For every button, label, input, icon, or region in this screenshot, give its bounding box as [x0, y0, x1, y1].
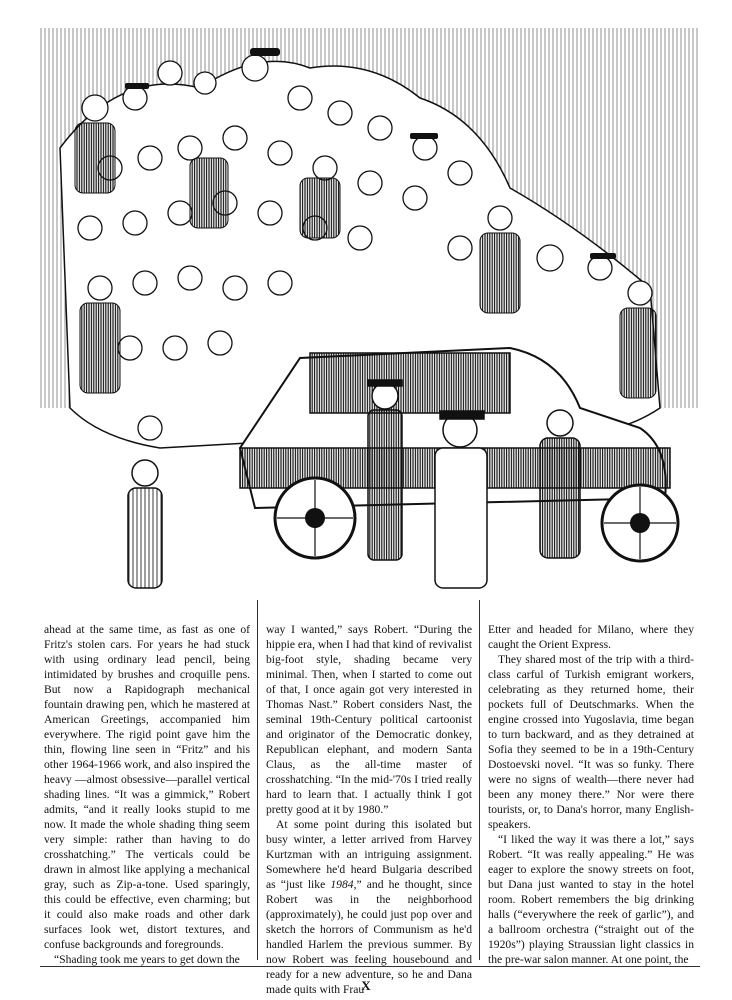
book-title: 1984: [330, 878, 354, 891]
paragraph: They shared most of the trip with a third-class carful of Turkish emigrant workers, celebrating as they returned home, their pockets full of Deutschmarks. When the engine crossed into Yugoslavia, time began to turn backward, and as they detrained at Sofia they seemed to be in a 19th-Century Dostoevski novel. “It was so funky. There were no signs of wealth—there never had been any money there.” Nor were there tourists, or, to Dana's horror, many English-speakers.: [488, 653, 694, 831]
paragraph: “Shading took me years to get down the: [54, 953, 240, 966]
paragraph-text: ,” and he thought, since Robert was in the neighborhood (approximately), he could just pop over and sketch the horrors of Communism as he'd handled Harlem the previous summer. By now Robert was feeling housebound and ready for a new adventure, so he and Dana made quits with Frau: [266, 878, 473, 996]
column-divider: [479, 600, 480, 960]
text-column-3: [488, 622, 694, 967]
crowd-illustration: [40, 28, 700, 608]
text-column-1: [44, 622, 250, 967]
paragraph: ahead at the same time, as fast as one of Fritz's stolen cars. For years he had stuck with using ordinary lead pencil, being intimidated by brushes and croquille pens. But now a Rapidograph mechanical fountain drawing pen, which he mastered at American Greetings, accompanied him everywhere. The rigid point gave him the thin, flowing line seen in “Fritz” and his other 1964-1966 work, and also inspired the heavy —almost obsessive—parallel vertical shading lines. “It was a gimmick,” Robert admits, “and it really looks stupid to me now. It made the whole shading thing seem very simple: rather than having to do crosshatching.” The verticals could be drawn in almost like applying a mechanical gray, such as Zip-a-tone. Used sparingly, this could be effective, even charming; but it could also make roads and other dark surfaces look wet, distort textures, and confuse backgrounds and foregrounds.: [44, 623, 250, 951]
footer-rule: [40, 966, 700, 967]
paragraph: Etter and headed for Milano, where they caught the Orient Express.: [488, 623, 694, 651]
page-number: X: [361, 978, 371, 993]
paragraph: “I liked the way it was there a lot,” says Robert. “It was really appealing.” He was eager to explore the snowy streets on foot, but Dana just wanted to stay in the hotel room. Robert remembers the big drinking halls (“everywhere the reek of garlic”), and a ballroom orchestra (“straight out of the 1920s”) playing Straussian light classics in the pre-war salon manner. At one point, the: [488, 833, 694, 966]
paragraph: [266, 817, 472, 997]
text-column-2: [266, 622, 472, 997]
paragraph: way I wanted,” says Robert. “During the hippie era, when I had that kind of revivalist big-foot style, shading became very minimal. Then, when I started to come out of that, I once again got very interested in Thomas Nast.” Robert considers Nast, the seminal 19th-Century political cartoonist and originator of the Democratic donkey, Republican elephant, and modern Santa Claus, as the all-time master of crosshatching. “In the mid-'70s I tried really hard to learn that. I actually think I got pretty good at it by 1980.”: [266, 623, 472, 816]
paragraph-text: At some point during this isolated but busy winter, a letter arrived from Harvey Kurtzman with an intriguing assignment. Somewhere he'd heard Bulgaria described as “just like: [266, 818, 472, 891]
column-divider: [257, 600, 258, 960]
